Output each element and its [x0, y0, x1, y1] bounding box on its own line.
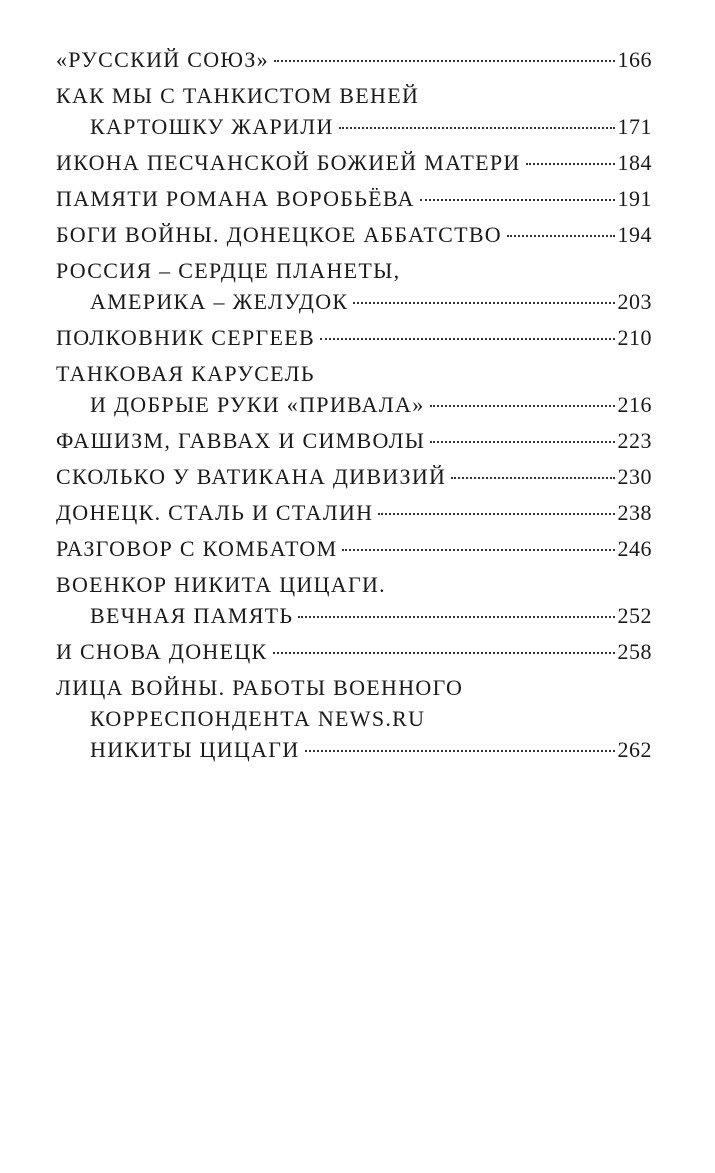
toc-entry-title: НИКИТЫ ЦИЦАГИ	[90, 737, 300, 762]
dot-leader	[430, 441, 614, 443]
toc-page-number: 246	[617, 536, 652, 561]
toc-entry-title: ЛИЦА ВОЙНЫ. РАБОТЫ ВОЕННОГО	[56, 675, 464, 700]
dot-leader	[298, 616, 614, 618]
toc-entry-title: И СНОВА ДОНЕЦК	[56, 639, 268, 664]
dot-leader	[420, 199, 615, 201]
toc-page-number: 262	[617, 737, 652, 762]
toc-entry-title: ПАМЯТИ РОМАНА ВОРОБЬЁВА	[56, 186, 415, 211]
toc-page-number: 216	[617, 392, 652, 417]
dot-leader	[378, 513, 614, 515]
toc-entry-line	[56, 461, 652, 492]
toc-entry-title: ИКОНА ПЕСЧАНСКОЙ БОЖИЕЙ МАТЕРИ	[56, 150, 521, 175]
toc-entry-title: ТАНКОВАЯ КАРУСЕЛЬ	[56, 361, 315, 386]
toc-entry	[56, 497, 652, 528]
toc-entry	[56, 672, 652, 765]
toc-entry	[56, 44, 652, 75]
toc-entry-line	[56, 497, 652, 528]
toc-page-number: 223	[617, 428, 652, 453]
toc-entry	[56, 533, 652, 564]
toc-entry-title: ВЕЧНАЯ ПАМЯТЬ	[90, 603, 294, 628]
dot-leader	[342, 549, 614, 551]
toc-entry-title: ПОЛКОВНИК СЕРГЕЕВ	[56, 325, 315, 350]
toc-entry-line	[56, 183, 652, 214]
toc-entry-line	[56, 569, 652, 600]
dot-leader	[507, 235, 615, 237]
toc-page-number: 194	[617, 222, 652, 247]
toc-page-number: 258	[617, 639, 652, 664]
toc-entry-title: АМЕРИКА – ЖЕЛУДОК	[90, 289, 349, 314]
toc-entry	[56, 461, 652, 492]
toc-entry	[56, 183, 652, 214]
toc-entry-title: КОРРЕСПОНДЕНТА NEWS.RU	[90, 706, 426, 731]
dot-leader	[353, 302, 614, 304]
toc-page-number: 252	[617, 603, 652, 628]
toc-entry	[56, 636, 652, 667]
toc-entry-line	[56, 703, 652, 734]
toc-entry-title: БОГИ ВОЙНЫ. ДОНЕЦКОЕ АББАТСТВО	[56, 222, 502, 247]
toc-entry-line	[56, 389, 652, 420]
toc-entry	[56, 322, 652, 353]
dot-leader	[430, 405, 615, 407]
toc-page-number: 171	[617, 114, 652, 139]
toc-entry-line	[56, 322, 652, 353]
toc-entry-title: «РУССКИЙ СОЮЗ»	[56, 47, 269, 72]
toc-page-number: 210	[617, 325, 652, 350]
toc-entry-line	[56, 672, 652, 703]
toc-entry	[56, 255, 652, 317]
toc-page-number: 203	[617, 289, 652, 314]
toc-entry-title: РАЗГОВОР С КОМБАТОМ	[56, 536, 338, 561]
dot-leader	[320, 338, 615, 340]
toc-entry-title: СКОЛЬКО У ВАТИКАНА ДИВИЗИЙ	[56, 464, 447, 489]
toc-entry	[56, 569, 652, 631]
dot-leader	[273, 652, 615, 654]
toc-entry-line	[56, 80, 652, 111]
toc-entry-line	[56, 734, 652, 765]
toc-entry-line	[56, 44, 652, 75]
toc-entry-line	[56, 425, 652, 456]
toc-entry-line	[56, 636, 652, 667]
toc-entry-line	[56, 533, 652, 564]
toc-entry-line	[56, 147, 652, 178]
toc-entry-title: ФАШИЗМ, ГАВВАХ И СИМВОЛЫ	[56, 428, 426, 453]
toc-page-number: 166	[617, 47, 652, 72]
toc-entry-line	[56, 255, 652, 286]
toc-entry	[56, 80, 652, 142]
table-of-contents	[56, 44, 652, 770]
toc-entry	[56, 425, 652, 456]
toc-entry	[56, 147, 652, 178]
toc-entry-line	[56, 111, 652, 142]
toc-entry-line	[56, 600, 652, 631]
toc-entry-line	[56, 286, 652, 317]
toc-page-number: 230	[617, 464, 652, 489]
toc-entry-title: КАРТОШКУ ЖАРИЛИ	[90, 114, 334, 139]
toc-entry-line	[56, 219, 652, 250]
toc-entry-title: И ДОБРЫЕ РУКИ «ПРИВАЛА»	[90, 392, 425, 417]
dot-leader	[451, 477, 614, 479]
toc-entry	[56, 219, 652, 250]
dot-leader	[526, 163, 615, 165]
toc-entry-title: ВОЕНКОР НИКИТА ЦИЦАГИ.	[56, 572, 386, 597]
toc-entry-title: КАК МЫ С ТАНКИСТОМ ВЕНЕЙ	[56, 83, 420, 108]
toc-entry-title: ДОНЕЦК. СТАЛЬ И СТАЛИН	[56, 500, 374, 525]
dot-leader	[274, 60, 615, 62]
toc-page-number: 184	[617, 150, 652, 175]
toc-page-number: 191	[617, 186, 652, 211]
dot-leader	[305, 750, 615, 752]
toc-entry-title: РОССИЯ – СЕРДЦЕ ПЛАНЕТЫ,	[56, 258, 401, 283]
dot-leader	[339, 127, 615, 129]
toc-entry	[56, 358, 652, 420]
toc-page-number: 238	[617, 500, 652, 525]
toc-entry-line	[56, 358, 652, 389]
